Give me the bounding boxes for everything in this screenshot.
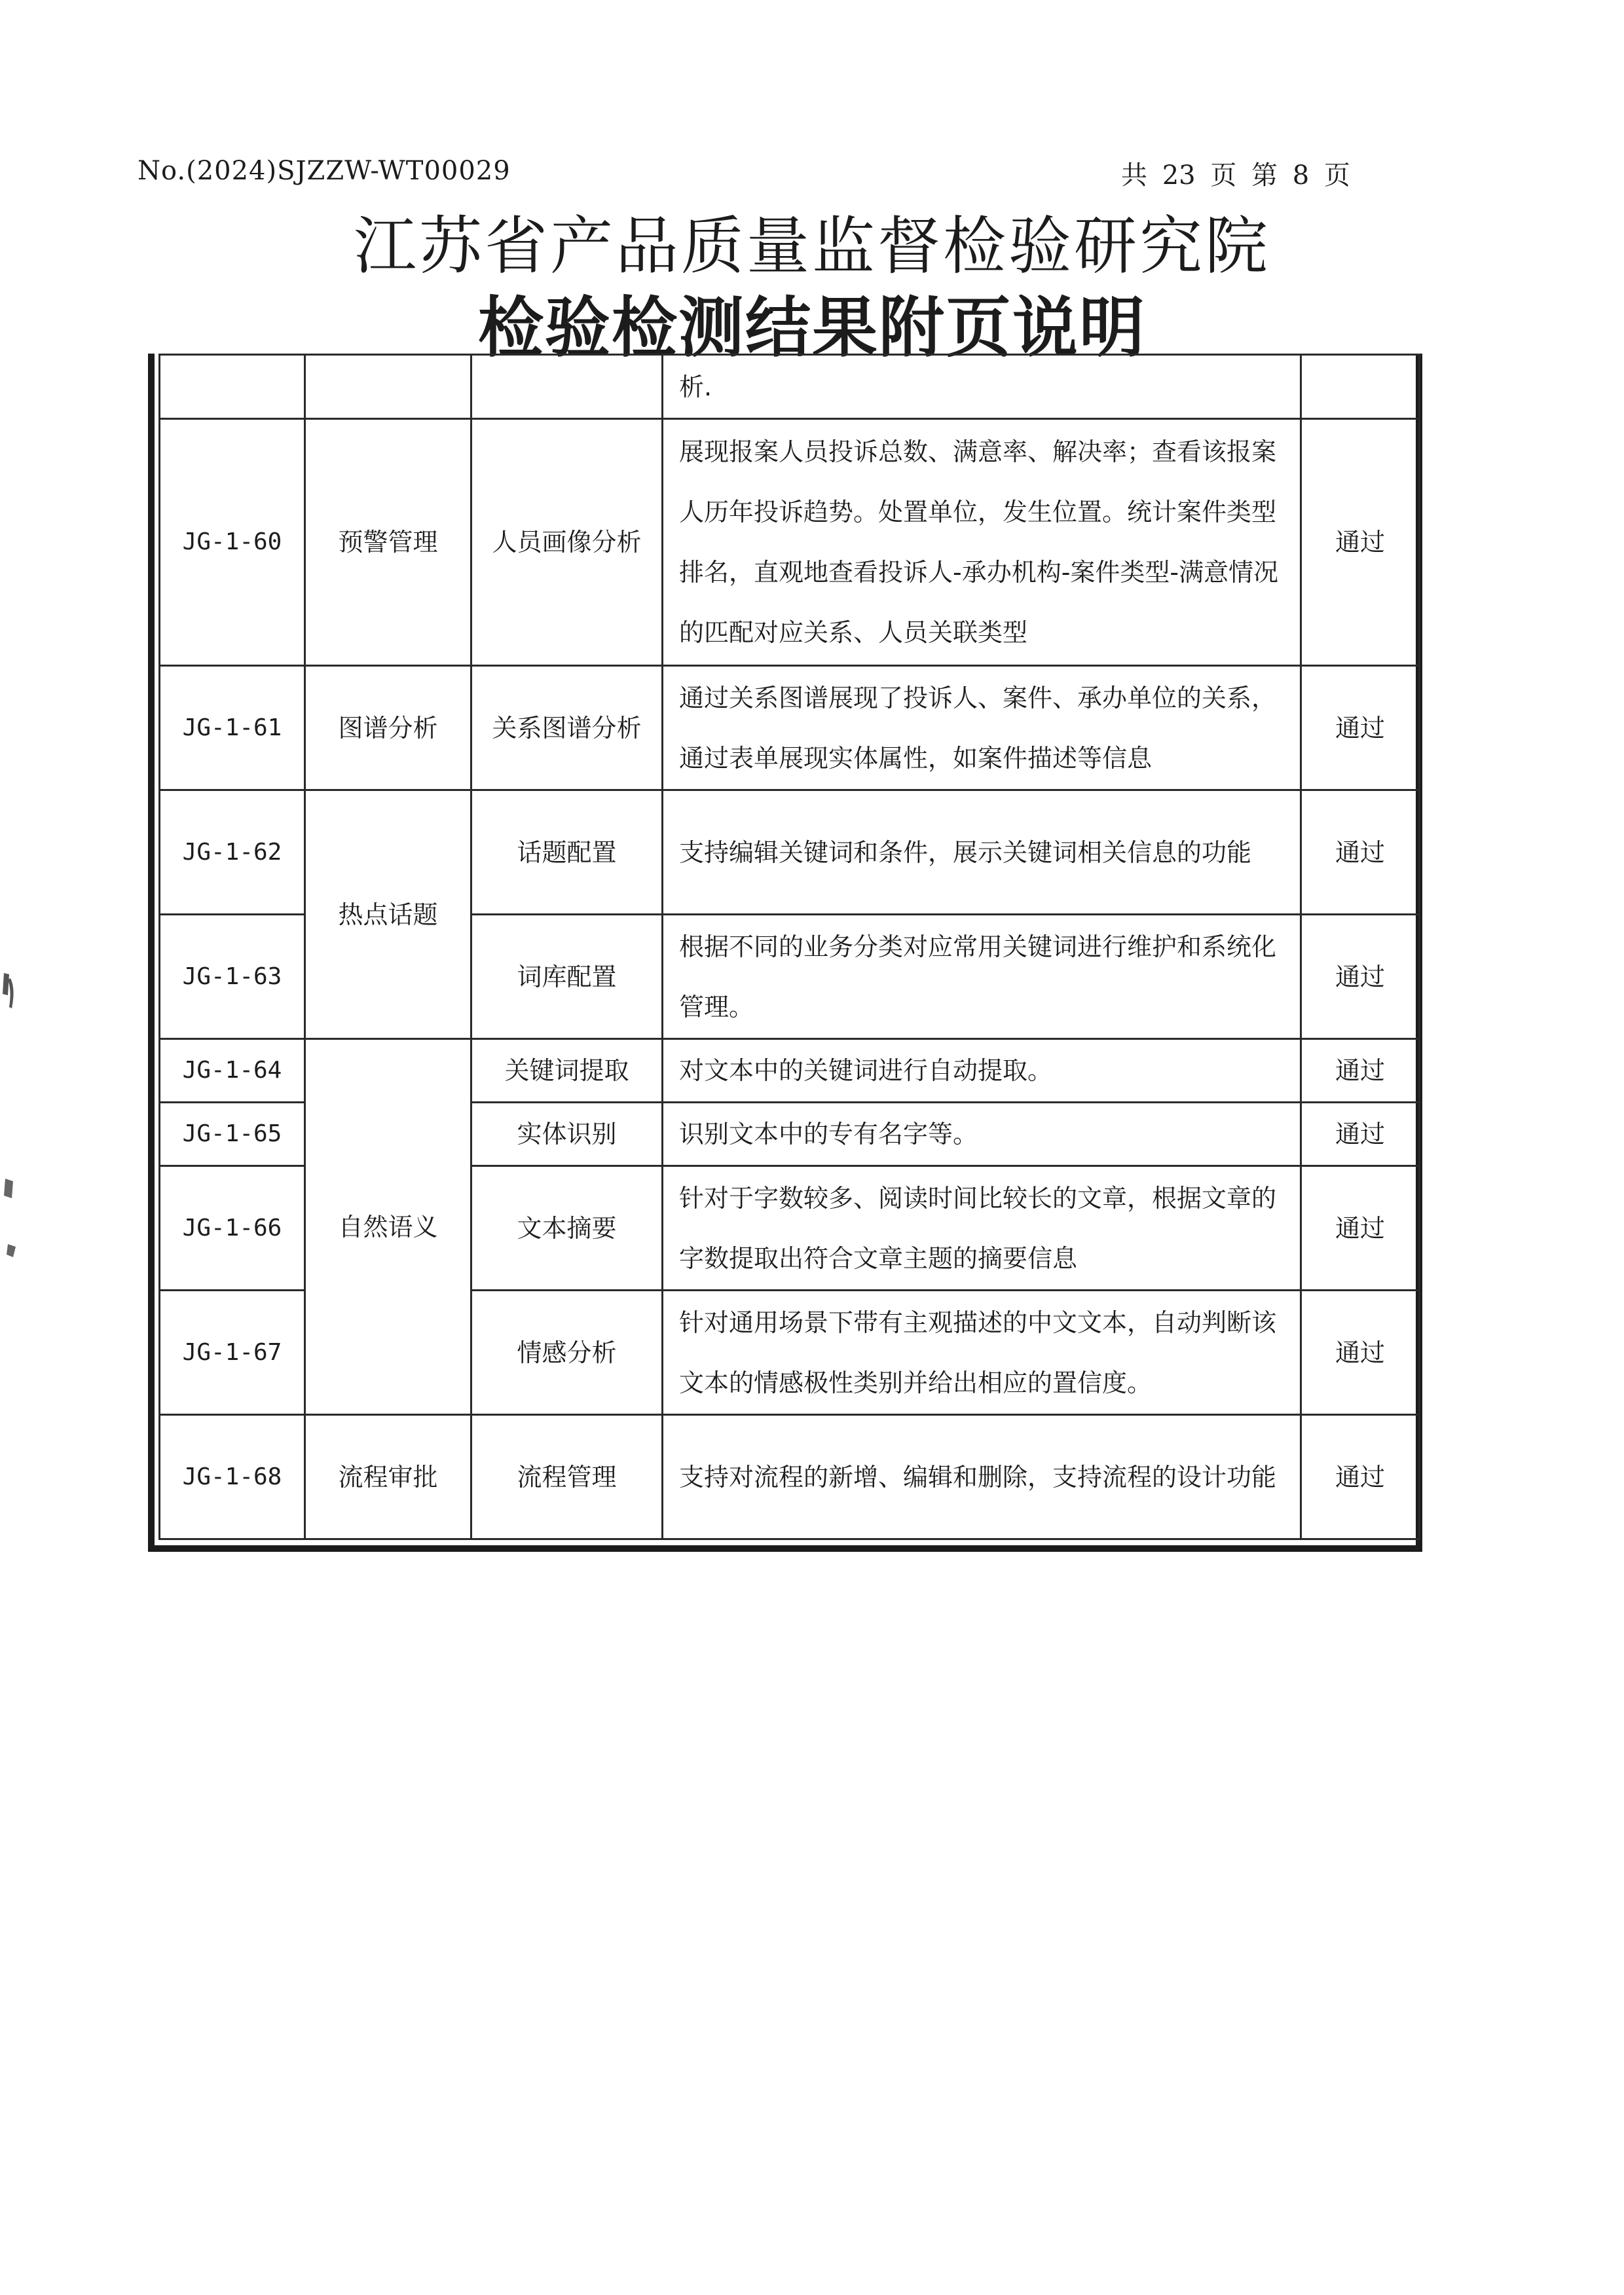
document-subtitle: 检验检测结果附页说明 (478, 289, 1146, 366)
row-module (305, 355, 471, 419)
left-margin-seal-fragment (0, 969, 20, 1270)
row-item: 实体识别 (471, 1103, 663, 1166)
row-id: JG-1-67 (160, 1291, 305, 1415)
row-item: 关键词提取 (471, 1039, 663, 1103)
row-description: 对文本中的关键词进行自动提取。 (663, 1039, 1301, 1103)
row-result: 通过 (1301, 1415, 1420, 1539)
row-description: 析. (663, 355, 1301, 419)
seal-mark (4, 1179, 16, 1257)
row-description: 支持对流程的新增、编辑和删除，支持流程的设计功能 (663, 1415, 1301, 1539)
row-id: JG-1-64 (160, 1039, 305, 1103)
row-module: 图谱分析 (305, 666, 471, 790)
row-description: 识别文本中的专有名字等。 (663, 1103, 1301, 1166)
row-description: 根据不同的业务分类对应常用关键词进行维护和系统化管理。 (663, 915, 1301, 1039)
row-result: 通过 (1301, 419, 1420, 666)
row-description: 通过关系图谱展现了投诉人、案件、承办单位的关系，通过表单展现实体属性，如案件描述等信息 (663, 666, 1301, 790)
row-result: 通过 (1301, 1103, 1420, 1166)
table-row (160, 355, 1420, 419)
results-table-frame (148, 354, 1422, 1552)
row-result: 通过 (1301, 1166, 1420, 1291)
row-description: 展现报案人员投诉总数、满意率、解决率；查看该报案人历年投诉趋势。处置单位，发生位置。统计案件类型排名，直观地查看投诉人-承办机构-案件类型-满意情况的匹配对应关系、人员关联类型 (663, 419, 1301, 666)
row-id: JG-1-60 (160, 419, 305, 666)
row-id: JG-1-68 (160, 1415, 305, 1539)
row-description: 针对通用场景下带有主观描述的中文文本，自动判断该文本的情感极性类别并给出相应的置信度。 (663, 1291, 1301, 1415)
row-result: 通过 (1301, 1291, 1420, 1415)
row-id: JG-1-62 (160, 790, 305, 915)
row-id: JG-1-65 (160, 1103, 305, 1166)
row-item (471, 355, 663, 419)
row-module: 热点话题 (305, 790, 471, 1039)
row-module: 流程审批 (305, 1415, 471, 1539)
row-module: 自然语义 (305, 1039, 471, 1415)
row-result (1301, 355, 1420, 419)
results-table (158, 354, 1420, 1540)
row-result: 通过 (1301, 1039, 1420, 1103)
table-row (160, 419, 1420, 666)
row-item: 流程管理 (471, 1415, 663, 1539)
row-item: 关系图谱分析 (471, 666, 663, 790)
row-result: 通过 (1301, 915, 1420, 1039)
institute-title: 江苏省产品质量监督检验研究院 (354, 210, 1270, 283)
row-item: 话题配置 (471, 790, 663, 915)
row-description: 支持编辑关键词和条件，展示关键词相关信息的功能 (663, 790, 1301, 915)
row-id: JG-1-61 (160, 666, 305, 790)
row-result: 通过 (1301, 790, 1420, 915)
row-description: 针对于字数较多、阅读时间比较长的文章，根据文章的字数提取出符合文章主题的摘要信息 (663, 1166, 1301, 1291)
table-row (160, 1415, 1420, 1539)
row-item: 词库配置 (471, 915, 663, 1039)
row-module: 预警管理 (305, 419, 471, 666)
row-id (160, 355, 305, 419)
page-indicator: 共 23 页 第 8 页 (1121, 160, 1350, 191)
row-id: JG-1-63 (160, 915, 305, 1039)
seal-mark (3, 973, 14, 1008)
row-item: 人员画像分析 (471, 419, 663, 666)
table-row (160, 790, 1420, 915)
row-id: JG-1-66 (160, 1166, 305, 1291)
table-row (160, 1039, 1420, 1103)
row-item: 文本摘要 (471, 1166, 663, 1291)
row-result: 通过 (1301, 666, 1420, 790)
row-item: 情感分析 (471, 1291, 663, 1415)
table-row (160, 666, 1420, 790)
report-number: No.(2024)SJZZW-WT00029 (138, 156, 511, 186)
